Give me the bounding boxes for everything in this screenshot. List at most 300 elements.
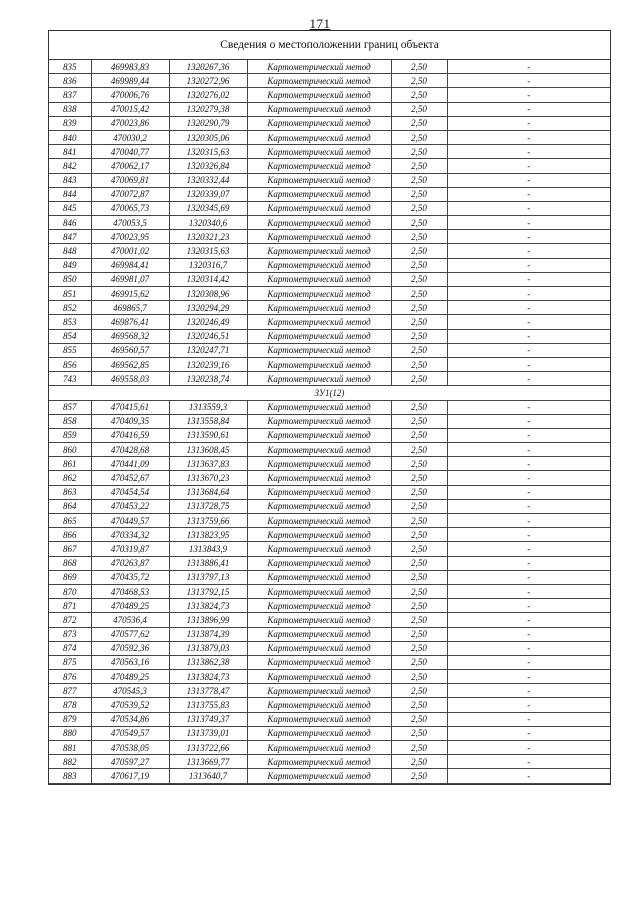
x-coordinate-cell: 470489,25 [91, 599, 169, 613]
accuracy-cell: 2,50 [391, 769, 447, 783]
point-number-cell: 859 [49, 428, 91, 442]
x-coordinate-cell: 470441,09 [91, 457, 169, 471]
description-cell: - [447, 343, 610, 357]
x-coordinate-cell: 470415,61 [91, 400, 169, 414]
table-row [49, 712, 610, 726]
method-cell: Картометрический метод [247, 287, 391, 301]
x-coordinate-cell: 469983,83 [91, 60, 169, 74]
description-cell: - [447, 400, 610, 414]
accuracy-cell: 2,50 [391, 329, 447, 343]
x-coordinate-cell: 470539,52 [91, 698, 169, 712]
method-cell: Картометрический метод [247, 187, 391, 201]
y-coordinate-cell: 1313797,13 [169, 570, 247, 584]
point-number-cell: 867 [49, 542, 91, 556]
point-number-cell: 880 [49, 726, 91, 740]
accuracy-cell: 2,50 [391, 755, 447, 769]
accuracy-cell: 2,50 [391, 556, 447, 570]
method-cell: Картометрический метод [247, 315, 391, 329]
method-cell: Картометрический метод [247, 670, 391, 684]
x-coordinate-cell: 470416,59 [91, 428, 169, 442]
accuracy-cell: 2,50 [391, 372, 447, 386]
point-number-cell: 873 [49, 627, 91, 641]
x-coordinate-cell: 470030,2 [91, 130, 169, 144]
description-cell: - [447, 74, 610, 88]
method-cell: Картометрический метод [247, 499, 391, 513]
method-cell: Картометрический метод [247, 684, 391, 698]
x-coordinate-cell: 470453,22 [91, 499, 169, 513]
method-cell: Картометрический метод [247, 726, 391, 740]
table-row [49, 769, 610, 783]
y-coordinate-cell: 1320315,63 [169, 145, 247, 159]
accuracy-cell: 2,50 [391, 301, 447, 315]
table-row [49, 428, 610, 442]
accuracy-cell: 2,50 [391, 627, 447, 641]
method-cell: Картометрический метод [247, 627, 391, 641]
y-coordinate-cell: 1320340,6 [169, 216, 247, 230]
accuracy-cell: 2,50 [391, 258, 447, 272]
method-cell: Картометрический метод [247, 343, 391, 357]
description-cell: - [447, 88, 610, 102]
table-row [49, 116, 610, 130]
y-coordinate-cell: 1313896,99 [169, 613, 247, 627]
table-row [49, 372, 610, 386]
accuracy-cell: 2,50 [391, 584, 447, 598]
accuracy-cell: 2,50 [391, 400, 447, 414]
point-number-cell: 882 [49, 755, 91, 769]
table-row [49, 514, 610, 528]
y-coordinate-cell: 1313824,73 [169, 670, 247, 684]
point-number-cell: 862 [49, 471, 91, 485]
x-coordinate-cell: 470597,27 [91, 755, 169, 769]
table-row [49, 627, 610, 641]
x-coordinate-cell: 470040,77 [91, 145, 169, 159]
accuracy-cell: 2,50 [391, 287, 447, 301]
description-cell: - [447, 414, 610, 428]
y-coordinate-cell: 1313722,66 [169, 741, 247, 755]
accuracy-cell: 2,50 [391, 499, 447, 513]
point-number-cell: 852 [49, 301, 91, 315]
accuracy-cell: 2,50 [391, 726, 447, 740]
table-row [49, 443, 610, 457]
point-number-cell: 847 [49, 230, 91, 244]
section-title: Сведения о местоположении границ объекта [49, 31, 610, 60]
description-cell: - [447, 641, 610, 655]
description-cell: - [447, 230, 610, 244]
table-row [49, 216, 610, 230]
point-number-cell: 839 [49, 116, 91, 130]
accuracy-cell: 2,50 [391, 102, 447, 116]
point-number-cell: 875 [49, 655, 91, 669]
y-coordinate-cell: 1320247,71 [169, 343, 247, 357]
accuracy-cell: 2,50 [391, 670, 447, 684]
accuracy-cell: 2,50 [391, 542, 447, 556]
y-coordinate-cell: 1313558,84 [169, 414, 247, 428]
method-cell: Картометрический метод [247, 641, 391, 655]
y-coordinate-cell: 1320314,42 [169, 272, 247, 286]
y-coordinate-cell: 1320305,06 [169, 130, 247, 144]
description-cell: - [447, 684, 610, 698]
table-row [49, 74, 610, 88]
x-coordinate-cell: 469989,44 [91, 74, 169, 88]
description-cell: - [447, 471, 610, 485]
table-row [49, 414, 610, 428]
y-coordinate-cell: 1320316,7 [169, 258, 247, 272]
method-cell: Картометрический метод [247, 88, 391, 102]
x-coordinate-cell: 470065,73 [91, 201, 169, 215]
accuracy-cell: 2,50 [391, 684, 447, 698]
description-cell: - [447, 741, 610, 755]
boundary-points-table [49, 60, 610, 784]
y-coordinate-cell: 1320339,07 [169, 187, 247, 201]
x-coordinate-cell: 470449,57 [91, 514, 169, 528]
method-cell: Картометрический метод [247, 542, 391, 556]
accuracy-cell: 2,50 [391, 343, 447, 357]
table-row [49, 301, 610, 315]
method-cell: Картометрический метод [247, 514, 391, 528]
point-number-cell: 842 [49, 159, 91, 173]
y-coordinate-cell: 1313739,01 [169, 726, 247, 740]
y-coordinate-cell: 1313778,47 [169, 684, 247, 698]
point-number-cell: 844 [49, 187, 91, 201]
method-cell: Картометрический метод [247, 414, 391, 428]
x-coordinate-cell: 470617,19 [91, 769, 169, 783]
point-number-cell: 868 [49, 556, 91, 570]
accuracy-cell: 2,50 [391, 230, 447, 244]
method-cell: Картометрический метод [247, 556, 391, 570]
method-cell: Картометрический метод [247, 769, 391, 783]
method-cell: Картометрический метод [247, 145, 391, 159]
accuracy-cell: 2,50 [391, 272, 447, 286]
y-coordinate-cell: 1320267,36 [169, 60, 247, 74]
description-cell: - [447, 173, 610, 187]
y-coordinate-cell: 1320276,02 [169, 88, 247, 102]
description-cell: - [447, 485, 610, 499]
x-coordinate-cell: 470023,95 [91, 230, 169, 244]
table-row [49, 670, 610, 684]
x-coordinate-cell: 470428,68 [91, 443, 169, 457]
x-coordinate-cell: 470563,16 [91, 655, 169, 669]
x-coordinate-cell: 470409,35 [91, 414, 169, 428]
point-number-cell: 871 [49, 599, 91, 613]
method-cell: Картометрический метод [247, 74, 391, 88]
y-coordinate-cell: 1313843,9 [169, 542, 247, 556]
description-cell: - [447, 201, 610, 215]
x-coordinate-cell: 470435,72 [91, 570, 169, 584]
accuracy-cell: 2,50 [391, 159, 447, 173]
point-number-cell: 743 [49, 372, 91, 386]
description-cell: - [447, 428, 610, 442]
description-cell: - [447, 457, 610, 471]
table-row [49, 641, 610, 655]
description-cell: - [447, 528, 610, 542]
point-number-cell: 838 [49, 102, 91, 116]
y-coordinate-cell: 1320321,23 [169, 230, 247, 244]
accuracy-cell: 2,50 [391, 74, 447, 88]
x-coordinate-cell: 470001,02 [91, 244, 169, 258]
accuracy-cell: 2,50 [391, 201, 447, 215]
table-row [49, 287, 610, 301]
method-cell: Картометрический метод [247, 457, 391, 471]
y-coordinate-cell: 1313670,23 [169, 471, 247, 485]
point-number-cell: 857 [49, 400, 91, 414]
description-cell: - [447, 698, 610, 712]
description-cell: - [447, 769, 610, 783]
accuracy-cell: 2,50 [391, 357, 447, 371]
accuracy-cell: 2,50 [391, 570, 447, 584]
y-coordinate-cell: 1320246,51 [169, 329, 247, 343]
table-row [49, 499, 610, 513]
y-coordinate-cell: 1320332,44 [169, 173, 247, 187]
table-row [49, 471, 610, 485]
x-coordinate-cell: 470454,54 [91, 485, 169, 499]
description-cell: - [447, 258, 610, 272]
subheading-row [49, 386, 610, 400]
x-coordinate-cell: 469876,41 [91, 315, 169, 329]
y-coordinate-cell: 1313684,64 [169, 485, 247, 499]
description-cell: - [447, 60, 610, 74]
point-number-cell: 841 [49, 145, 91, 159]
x-coordinate-cell: 469865,7 [91, 301, 169, 315]
description-cell: - [447, 102, 610, 116]
method-cell: Картометрический метод [247, 698, 391, 712]
method-cell: Картометрический метод [247, 570, 391, 584]
accuracy-cell: 2,50 [391, 528, 447, 542]
description-cell: - [447, 159, 610, 173]
accuracy-cell: 2,50 [391, 60, 447, 74]
description-cell: - [447, 315, 610, 329]
point-number-cell: 855 [49, 343, 91, 357]
table-row [49, 570, 610, 584]
table-row [49, 244, 610, 258]
method-cell: Картометрический метод [247, 443, 391, 457]
point-number-cell: 836 [49, 74, 91, 88]
accuracy-cell: 2,50 [391, 457, 447, 471]
x-coordinate-cell: 470577,62 [91, 627, 169, 641]
description-cell: - [447, 499, 610, 513]
x-coordinate-cell: 469915,62 [91, 287, 169, 301]
table-row [49, 684, 610, 698]
x-coordinate-cell: 470468,53 [91, 584, 169, 598]
table-row [49, 173, 610, 187]
description-cell: - [447, 556, 610, 570]
table-row [49, 755, 610, 769]
description-cell: - [447, 670, 610, 684]
accuracy-cell: 2,50 [391, 216, 447, 230]
accuracy-cell: 2,50 [391, 315, 447, 329]
method-cell: Картометрический метод [247, 116, 391, 130]
y-coordinate-cell: 1313759,66 [169, 514, 247, 528]
accuracy-cell: 2,50 [391, 187, 447, 201]
table-row [49, 88, 610, 102]
point-number-cell: 843 [49, 173, 91, 187]
y-coordinate-cell: 1313559,3 [169, 400, 247, 414]
point-number-cell: 866 [49, 528, 91, 542]
x-coordinate-cell: 469562,85 [91, 357, 169, 371]
point-number-cell: 877 [49, 684, 91, 698]
y-coordinate-cell: 1320326,84 [169, 159, 247, 173]
description-cell: - [447, 287, 610, 301]
y-coordinate-cell: 1313874,39 [169, 627, 247, 641]
method-cell: Картометрический метод [247, 357, 391, 371]
point-number-cell: 879 [49, 712, 91, 726]
y-coordinate-cell: 1320315,63 [169, 244, 247, 258]
description-cell: - [447, 216, 610, 230]
x-coordinate-cell: 470023,86 [91, 116, 169, 130]
x-coordinate-cell: 469558,03 [91, 372, 169, 386]
table-row [49, 201, 610, 215]
x-coordinate-cell: 470452,67 [91, 471, 169, 485]
y-coordinate-cell: 1320345,69 [169, 201, 247, 215]
description-cell: - [447, 655, 610, 669]
description-cell: - [447, 443, 610, 457]
accuracy-cell: 2,50 [391, 88, 447, 102]
description-cell: - [447, 755, 610, 769]
accuracy-cell: 2,50 [391, 414, 447, 428]
y-coordinate-cell: 1320239,16 [169, 357, 247, 371]
y-coordinate-cell: 1313608,45 [169, 443, 247, 457]
y-coordinate-cell: 1313823,95 [169, 528, 247, 542]
description-cell: - [447, 599, 610, 613]
table-row [49, 357, 610, 371]
method-cell: Картометрический метод [247, 173, 391, 187]
y-coordinate-cell: 1313590,61 [169, 428, 247, 442]
method-cell: Картометрический метод [247, 655, 391, 669]
y-coordinate-cell: 1313669,77 [169, 755, 247, 769]
description-cell: - [447, 542, 610, 556]
x-coordinate-cell: 469984,41 [91, 258, 169, 272]
table-row [49, 528, 610, 542]
table-row [49, 698, 610, 712]
method-cell: Картометрический метод [247, 272, 391, 286]
method-cell: Картометрический метод [247, 230, 391, 244]
parcel-subheading: ЗУ1(12) [49, 386, 610, 400]
table-row [49, 272, 610, 286]
point-number-cell: 856 [49, 357, 91, 371]
x-coordinate-cell: 470263,87 [91, 556, 169, 570]
point-number-cell: 881 [49, 741, 91, 755]
description-cell: - [447, 187, 610, 201]
method-cell: Картометрический метод [247, 258, 391, 272]
accuracy-cell: 2,50 [391, 613, 447, 627]
y-coordinate-cell: 1313637,83 [169, 457, 247, 471]
x-coordinate-cell: 469568,32 [91, 329, 169, 343]
x-coordinate-cell: 470069,81 [91, 173, 169, 187]
table-row [49, 102, 610, 116]
point-number-cell: 878 [49, 698, 91, 712]
table-row [49, 584, 610, 598]
table-row [49, 230, 610, 244]
y-coordinate-cell: 1320290,79 [169, 116, 247, 130]
accuracy-cell: 2,50 [391, 712, 447, 726]
y-coordinate-cell: 1320272,96 [169, 74, 247, 88]
table-row [49, 329, 610, 343]
y-coordinate-cell: 1313755,83 [169, 698, 247, 712]
method-cell: Картометрический метод [247, 201, 391, 215]
x-coordinate-cell: 470015,42 [91, 102, 169, 116]
point-number-cell: 853 [49, 315, 91, 329]
method-cell: Картометрический метод [247, 400, 391, 414]
table-row [49, 485, 610, 499]
x-coordinate-cell: 470334,32 [91, 528, 169, 542]
x-coordinate-cell: 470536,4 [91, 613, 169, 627]
accuracy-cell: 2,50 [391, 130, 447, 144]
description-cell: - [447, 584, 610, 598]
description-cell: - [447, 244, 610, 258]
point-number-cell: 860 [49, 443, 91, 457]
x-coordinate-cell: 469981,07 [91, 272, 169, 286]
accuracy-cell: 2,50 [391, 485, 447, 499]
x-coordinate-cell: 470062,17 [91, 159, 169, 173]
x-coordinate-cell: 470549,57 [91, 726, 169, 740]
table-row [49, 542, 610, 556]
table-row [49, 726, 610, 740]
method-cell: Картометрический метод [247, 485, 391, 499]
method-cell: Картометрический метод [247, 159, 391, 173]
point-number-cell: 874 [49, 641, 91, 655]
method-cell: Картометрический метод [247, 372, 391, 386]
y-coordinate-cell: 1320294,29 [169, 301, 247, 315]
x-coordinate-cell: 469560,57 [91, 343, 169, 357]
description-cell: - [447, 301, 610, 315]
point-number-cell: 861 [49, 457, 91, 471]
method-cell: Картометрический метод [247, 613, 391, 627]
table-row [49, 599, 610, 613]
description-cell: - [447, 613, 610, 627]
method-cell: Картометрический метод [247, 329, 391, 343]
accuracy-cell: 2,50 [391, 116, 447, 130]
x-coordinate-cell: 470545,3 [91, 684, 169, 698]
accuracy-cell: 2,50 [391, 244, 447, 258]
method-cell: Картометрический метод [247, 301, 391, 315]
point-number-cell: 869 [49, 570, 91, 584]
accuracy-cell: 2,50 [391, 655, 447, 669]
y-coordinate-cell: 1313728,75 [169, 499, 247, 513]
table-row [49, 400, 610, 414]
description-cell: - [447, 570, 610, 584]
y-coordinate-cell: 1313824,73 [169, 599, 247, 613]
point-number-cell: 865 [49, 514, 91, 528]
y-coordinate-cell: 1313886,41 [169, 556, 247, 570]
point-number-cell: 840 [49, 130, 91, 144]
point-number-cell: 883 [49, 769, 91, 783]
description-cell: - [447, 726, 610, 740]
point-number-cell: 835 [49, 60, 91, 74]
table-row [49, 343, 610, 357]
table-row [49, 613, 610, 627]
table-row [49, 315, 610, 329]
table-row [49, 159, 610, 173]
description-cell: - [447, 627, 610, 641]
point-number-cell: 872 [49, 613, 91, 627]
point-number-cell: 864 [49, 499, 91, 513]
y-coordinate-cell: 1320279,38 [169, 102, 247, 116]
point-number-cell: 858 [49, 414, 91, 428]
accuracy-cell: 2,50 [391, 698, 447, 712]
method-cell: Картометрический метод [247, 712, 391, 726]
accuracy-cell: 2,50 [391, 599, 447, 613]
accuracy-cell: 2,50 [391, 443, 447, 457]
accuracy-cell: 2,50 [391, 428, 447, 442]
x-coordinate-cell: 470006,76 [91, 88, 169, 102]
point-number-cell: 854 [49, 329, 91, 343]
table-row [49, 258, 610, 272]
x-coordinate-cell: 470053,5 [91, 216, 169, 230]
method-cell: Картометрический метод [247, 741, 391, 755]
method-cell: Картометрический метод [247, 60, 391, 74]
accuracy-cell: 2,50 [391, 173, 447, 187]
description-cell: - [447, 712, 610, 726]
table-row [49, 655, 610, 669]
